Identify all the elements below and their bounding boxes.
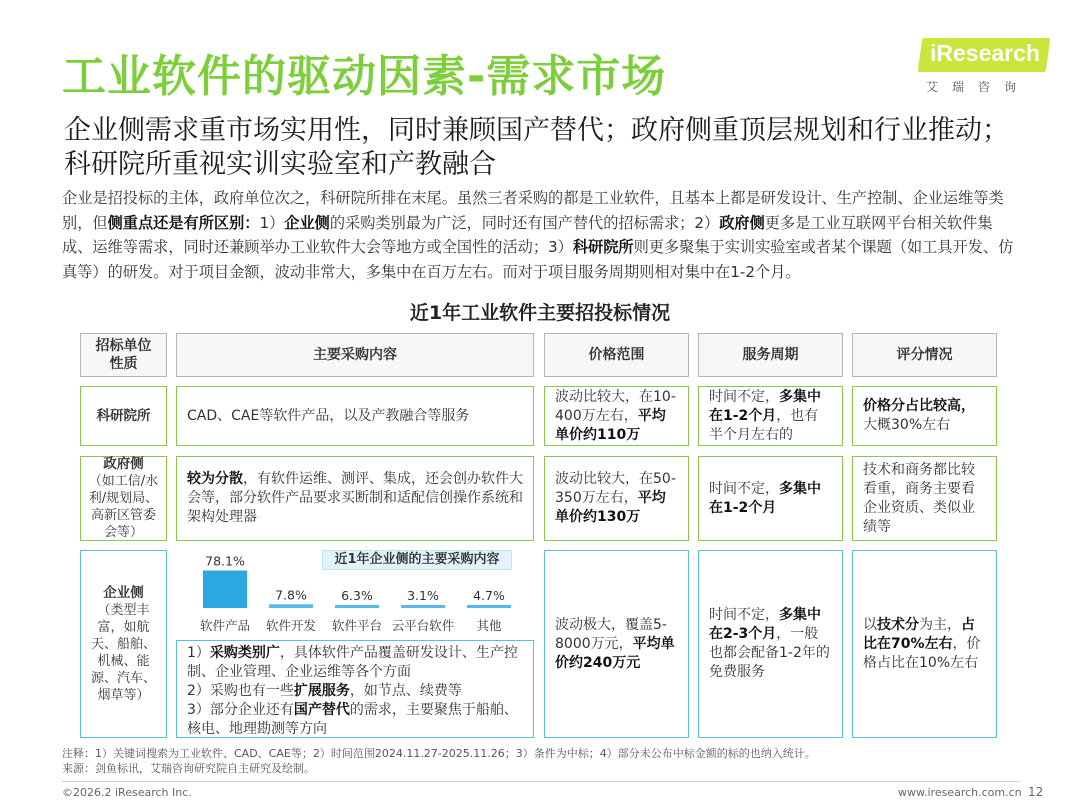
row-label-research-text: 科研院所 bbox=[96, 407, 151, 424]
research-content: CAD、CAE等软件产品，以及产教融合等服务 bbox=[176, 386, 534, 446]
bar-value-label-2: 7.8% bbox=[275, 587, 307, 603]
row-label-enterprise-main: 企业侧 bbox=[103, 584, 144, 601]
page-number: 12 bbox=[1028, 785, 1044, 799]
footer-divider bbox=[62, 781, 1020, 782]
bar-category-label-3: 软件平台 bbox=[331, 618, 383, 633]
bar-3 bbox=[335, 605, 379, 608]
gov-content: 较为分散，有软件运维、测评、集成，还会创办软件大会等，部分软件产品要求买断制和适配信创操作系统和架构处理器 bbox=[176, 456, 534, 541]
header-score: 评分情况 bbox=[852, 333, 997, 377]
enterprise-point-1: 1）采购类别广，具体软件产品覆盖研发设计、生产控制、企业管理、企业运维等各个方面 bbox=[187, 645, 518, 680]
row-label-enterprise bbox=[80, 550, 167, 738]
row-label-enterprise-sub: （类型丰富，如航天、船舶、机械、能源、汽车、烟草等） bbox=[90, 602, 156, 703]
enterprise-chart-caption: 近1年企业侧的主要采购内容 bbox=[322, 550, 512, 570]
bar-value-label-1: 78.1% bbox=[205, 553, 245, 569]
table-title: 近1年工业软件主要招投标情况 bbox=[409, 302, 671, 324]
enterprise-score: 以技术分为主，占比在70%左右，价格占比在10%左右 bbox=[852, 550, 997, 738]
row-label-gov-sub: （如工信/水利/规划局、高新区管委会等） bbox=[88, 474, 159, 540]
header-unit-type: 招标单位性质 bbox=[80, 333, 167, 377]
bar-category-label-1: 软件产品 bbox=[199, 618, 251, 633]
header-price: 价格范围 bbox=[544, 333, 689, 377]
gov-score: 技术和商务都比较看重，商务主要看企业资质、类似业绩等 bbox=[852, 456, 997, 541]
iresearch-logo bbox=[920, 38, 1050, 96]
notes bbox=[62, 746, 816, 776]
gov-period: 时间不定，多集中在1-2个月 bbox=[698, 456, 843, 541]
bar-2 bbox=[269, 604, 313, 608]
header-content: 主要采购内容 bbox=[176, 333, 534, 377]
bar-value-label-4: 3.1% bbox=[407, 588, 439, 603]
research-period: 时间不定，多集中在1-2个月，也有半个月左右的 bbox=[698, 386, 843, 446]
page-subtitle: 企业侧需求重市场实用性，同时兼顾国产替代；政府侧重顶层规划和行业推动；科研院所重视实训实验室和产教融合 bbox=[64, 115, 1009, 180]
logo-subtitle: 艾瑞咨询 bbox=[926, 80, 1031, 94]
enterprise-point-3: 3）部分企业还有国产替代的需求，主要聚焦于船舶、核电、地理勘测等方向 bbox=[187, 702, 518, 737]
bar-category-label-2: 软件开发 bbox=[265, 618, 317, 633]
bar-4 bbox=[401, 605, 445, 608]
bar-category-label-5: 其他 bbox=[476, 618, 502, 633]
row-label-research bbox=[80, 386, 167, 446]
header-period: 服务周期 bbox=[698, 333, 843, 377]
notes-line-1: 注释：1）关键词搜索为工业软件、CAD、CAE等；2）时间范围2024.11.27-2025.11.26；3）条件为中标；4）部分未公布中标金额的标的也纳入统计。 bbox=[62, 747, 816, 760]
footer-copyright: ©2026.2 iResearch Inc. bbox=[62, 786, 192, 799]
enterprise-content bbox=[176, 640, 534, 738]
page-title: 工业软件的驱动因素-需求市场 bbox=[62, 51, 667, 102]
research-score: 价格分占比较高，大概30%左右 bbox=[852, 386, 997, 446]
enterprise-point-2: 2）采购也有一些扩展服务，如节点、续费等 bbox=[187, 683, 462, 699]
notes-line-2: 来源：剑鱼标讯，艾瑞咨询研究院自主研究及绘制。 bbox=[62, 762, 315, 775]
bar-value-label-5: 4.7% bbox=[473, 588, 505, 603]
footer-website: www.iresearch.com.cn bbox=[898, 786, 1022, 799]
enterprise-price: 波动极大，覆盖5-8000万元，平均单价约240万元 bbox=[544, 550, 689, 738]
bar-category-label-4: 云平台软件 bbox=[391, 618, 455, 633]
bar-value-label-3: 6.3% bbox=[341, 587, 373, 603]
row-label-gov bbox=[80, 456, 167, 541]
gov-price: 波动比较大，在50-350万左右，平均单价约130万 bbox=[544, 456, 689, 541]
bar-1 bbox=[203, 571, 247, 608]
research-price: 波动比较大，在10-400万左右，平均单价约110万 bbox=[544, 386, 689, 446]
logo-brand: iResearch bbox=[930, 40, 1040, 66]
row-label-gov-main: 政府侧 bbox=[103, 456, 144, 472]
bar-5 bbox=[467, 605, 511, 608]
intro-paragraph: 企业是招投标的主体，政府单位次之，科研院所排在末尾。虽然三者采购的都是工业软件，且基本上都是研发设计、生产控制、企业运维等类别，但侧重点还是有所区别：1）企业侧的采购类别最为广泛，同时还有国产替代的招标需求；2）政府侧更多是工业互联网平台相关软件集成、运维等需求，同时还兼顾举办工业软件大会等地方或全国性的活动；3）科研院所则更多聚集于实训实验室或者某个课题（如工具开发、仿真等）的研发。对于项目金额，波动非常大，多集中在百万左右。而对于项目服务周期则相对集中在1-2个月。 bbox=[62, 189, 1014, 281]
enterprise-period: 时间不定，多集中在2-3个月，一般也都会配备1-2年的免费服务 bbox=[698, 550, 843, 738]
enterprise-bar-chart bbox=[184, 548, 530, 638]
